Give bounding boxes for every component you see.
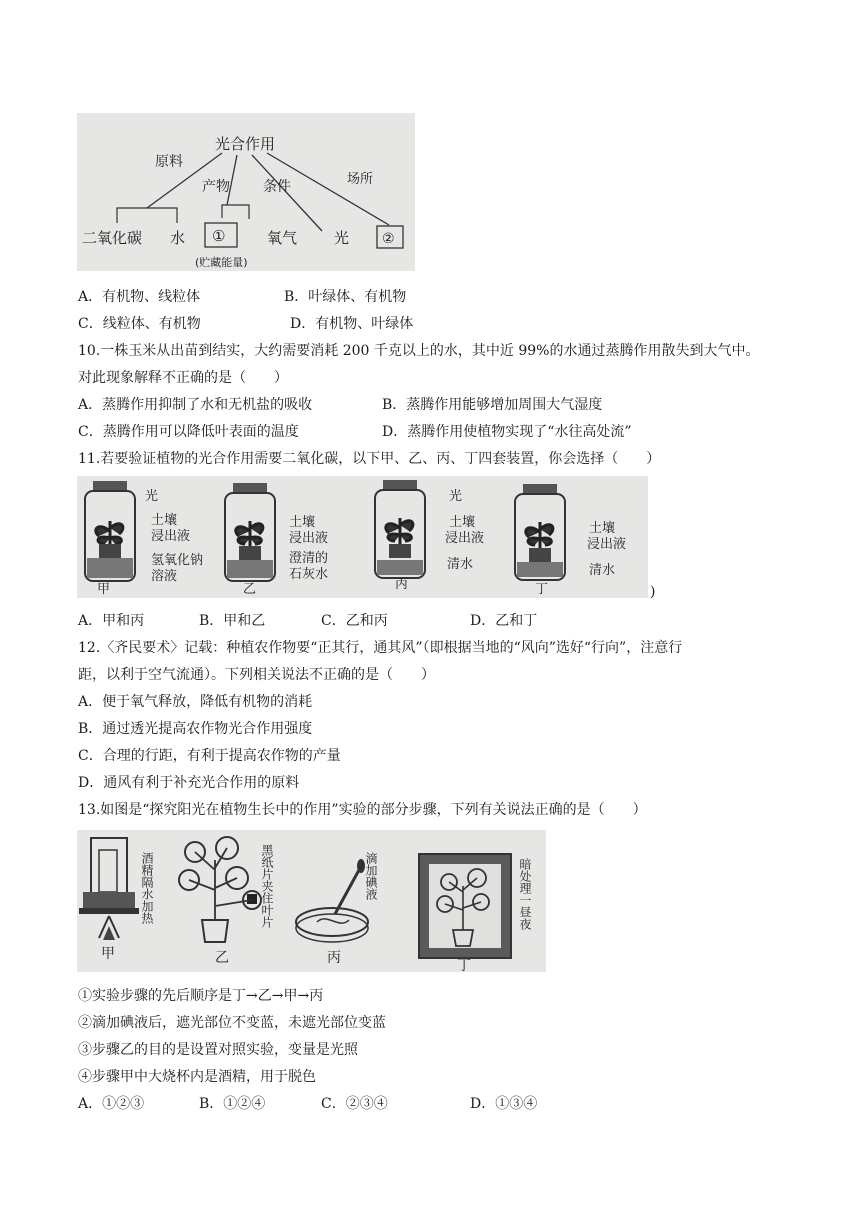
bing-text: 滴加碘液 bbox=[364, 852, 378, 900]
jia-liquid-2: 溶液 bbox=[151, 569, 178, 584]
q13-label-yi: 乙 bbox=[215, 950, 229, 966]
q12-stem-1: 12.〈齐民要术〉记载：种植农作物要“正其行，通其风”（即根据当地的“风向”选好“行向”，注意行 bbox=[78, 640, 683, 656]
light-1: 光 bbox=[145, 489, 159, 504]
yi-text: 黑纸片夹住叶片 bbox=[260, 844, 274, 928]
label-ding: 丁 bbox=[535, 582, 549, 597]
yi-liquid-1: 澄清的 bbox=[289, 551, 329, 566]
soil-1a: 土壤 bbox=[151, 513, 178, 528]
step-yi-plant bbox=[179, 837, 261, 942]
q11-stem: 11.若要验证植物的光合作用需要二氧化碳，以下甲、乙、丙、丁四套装置，你会选择（ ） bbox=[78, 451, 661, 467]
q10-option-c: C．蒸腾作用可以降低叶表面的温度 bbox=[78, 424, 299, 440]
q13-statement-3: ③步骤乙的目的是设置对照实验，变量是光照 bbox=[78, 1042, 358, 1058]
q9-option-d: D．有机物、叶绿体 bbox=[290, 316, 414, 332]
soil-2b: 浸出液 bbox=[289, 531, 329, 546]
branch-condition: 条件 bbox=[263, 179, 291, 195]
q10-option-a: A．蒸腾作用抑制了水和无机盐的吸收 bbox=[78, 397, 313, 413]
q11-apparatus-figure bbox=[77, 476, 648, 598]
q13-option-b: B．①②④ bbox=[199, 1096, 266, 1112]
branch-place: 场所 bbox=[347, 172, 374, 187]
q12-option-d: D．通风有利于补充光合作用的原料 bbox=[78, 775, 300, 791]
jar-jia bbox=[85, 481, 135, 581]
step-bing-dish bbox=[296, 859, 368, 942]
q12-stem-2: 距，以利于空气流通）。下列相关说法不正确的是（ ） bbox=[78, 667, 435, 683]
light-2: 光 bbox=[449, 489, 463, 504]
q13-experiment-figure bbox=[77, 830, 546, 972]
q13-label-bing: 丙 bbox=[327, 950, 341, 966]
leaf-water: 水 bbox=[170, 229, 186, 247]
leaf-oxygen: 氧气 bbox=[267, 229, 298, 247]
yi-liquid-2: 石灰水 bbox=[289, 567, 329, 582]
soil-1b: 浸出液 bbox=[151, 529, 191, 544]
jar-ding bbox=[515, 484, 565, 580]
soil-3b: 浸出液 bbox=[445, 531, 485, 546]
photosynthesis-diagram bbox=[77, 113, 415, 271]
q11-option-d: D．乙和丁 bbox=[470, 613, 538, 629]
q11-trailing-paren: ) bbox=[650, 584, 656, 600]
q9-option-b: B．叶绿体、有机物 bbox=[284, 289, 407, 305]
q13-label-jia: 甲 bbox=[101, 946, 115, 962]
q10-option-b: B．蒸腾作用能够增加周围大气湿度 bbox=[382, 397, 603, 413]
leaf-light: 光 bbox=[334, 229, 350, 247]
label-jia: 甲 bbox=[97, 582, 111, 597]
jia-text: 酒精隔水加热 bbox=[140, 852, 154, 924]
branch-product: 产物 bbox=[202, 179, 230, 195]
soil-4a: 土壤 bbox=[589, 521, 616, 536]
q12-option-b: B．通过透光提高农作物光合作用强度 bbox=[78, 721, 313, 737]
step-jia-beaker bbox=[79, 838, 139, 940]
q10-stem-1: 10.一株玉米从出苗到结实，大约需要消耗 200 千克以上的水，其中近 99%的水通过蒸腾作用散失到大气中。 bbox=[78, 343, 760, 359]
soil-2a: 土壤 bbox=[289, 515, 316, 530]
diagram-note: (贮藏能量) bbox=[195, 256, 248, 269]
branch-raw: 原料 bbox=[155, 154, 183, 170]
q13-statement-4: ④步骤甲中大烧杯内是酒精，用于脱色 bbox=[78, 1069, 316, 1085]
jar-yi bbox=[225, 483, 275, 581]
q9-option-c: C．线粒体、有机物 bbox=[78, 316, 201, 332]
q11-option-c: C．乙和丙 bbox=[321, 613, 388, 629]
ding-text: 暗处理一昼夜 bbox=[518, 858, 532, 930]
q12-option-a: A．便于氧气释放，降低有机物的消耗 bbox=[78, 694, 313, 710]
jia-liquid-1: 氢氧化钠 bbox=[151, 553, 204, 568]
q11-option-b: B．甲和乙 bbox=[199, 613, 266, 629]
q13-stem: 13.如图是“探究阳光在植物生长中的作用”实验的部分步骤，下列有关说法正确的是（ ） bbox=[78, 802, 647, 818]
step-ding-darkbox bbox=[419, 854, 511, 958]
soil-4b: 浸出液 bbox=[587, 537, 627, 552]
q10-option-d: D．蒸腾作用使植物实现了“水往高处流” bbox=[382, 424, 632, 440]
diagram-top: 光合作用 bbox=[215, 135, 276, 153]
q13-statement-2: ②滴加碘液后，遮光部位不变蓝，未遮光部位变蓝 bbox=[78, 1015, 386, 1031]
leaf-1: ① bbox=[212, 227, 226, 245]
jar-bing bbox=[375, 480, 425, 578]
water-3: 清水 bbox=[447, 557, 474, 572]
q9-option-a: A．有机物、线粒体 bbox=[78, 289, 201, 305]
q13-option-c: C．②③④ bbox=[321, 1096, 388, 1112]
q13-option-d: D．①③④ bbox=[470, 1096, 538, 1112]
leaf-2: ② bbox=[382, 231, 395, 247]
q13-statement-1: ①实验步骤的先后顺序是丁→乙→甲→丙 bbox=[78, 988, 324, 1004]
soil-3a: 土壤 bbox=[449, 515, 476, 530]
leaf-co2: 二氧化碳 bbox=[82, 229, 143, 247]
q10-stem-2: 对此现象解释不正确的是（ ） bbox=[78, 370, 288, 386]
label-bing: 丙 bbox=[395, 577, 409, 592]
q13-label-ding: 丁 bbox=[457, 958, 471, 972]
q11-option-a: A．甲和丙 bbox=[78, 613, 145, 629]
q12-option-c: C．合理的行距，有利于提高农作物的产量 bbox=[78, 748, 341, 764]
q13-option-a: A．①②③ bbox=[78, 1096, 145, 1112]
label-yi: 乙 bbox=[243, 582, 257, 597]
water-4: 清水 bbox=[589, 563, 616, 578]
